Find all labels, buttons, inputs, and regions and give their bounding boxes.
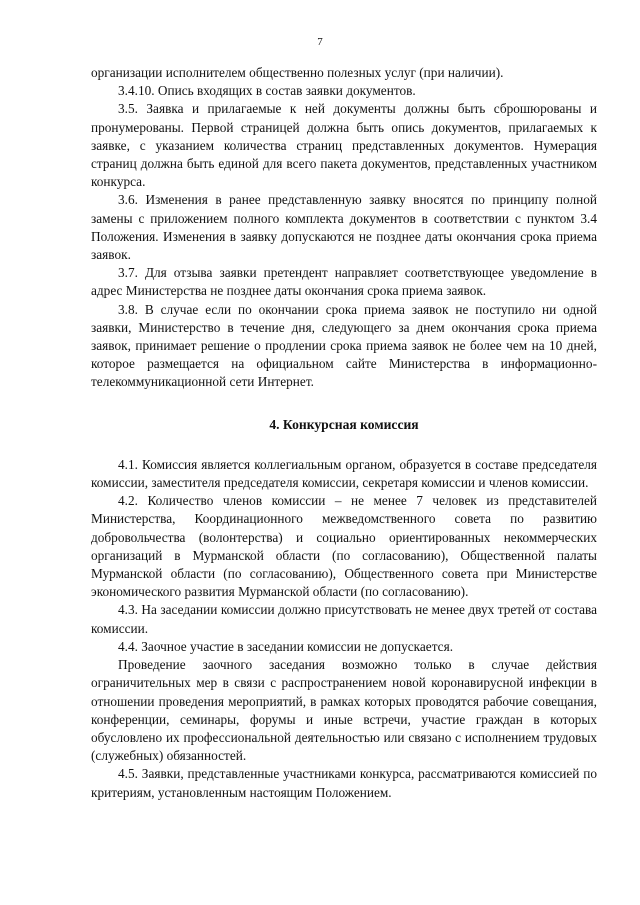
paragraph-3-6: 3.6. Изменения в ранее представленную заявку вносятся по принципу полной замены с приложением полного комплекта документов в соответствии с пунктом 3.4 Положения. Изменения в заявку допускаются не позднее даты окончания срока приема заявок. [91,192,597,263]
document-body [91,64,597,802]
paragraph-4-2: 4.2. Количество членов комиссии – не менее 7 человек из представителей Министерства, Координационного межведомственного совета по развитию добровольчества (волонтерства) и социально ориентированных некоммерческих организаций в Мурманской области (по согласованию), Общественной палаты Мурманской области (по согласованию), Общественного совета при Министерстве экономического развития Мурманской области (по согласованию). [91,493,597,600]
paragraph-3-8: 3.8. В случае если по окончании срока приема заявок не поступило ни одной заявки, Министерство в течение дня, следующего за днем окончания срока приема заявок, принимает решение о продлении срока приема заявок не более чем на 10 дней, которое размещается на официальном сайте Министерства в информационно-телекоммуникационной сети Интернет. [91,301,597,390]
paragraph-3-7: 3.7. Для отзыва заявки претендент направляет соответствующее уведомление в адрес Министерства не позднее даты окончания срока приема заявок. [91,265,597,299]
paragraph-3-5: 3.5. Заявка и прилагаемые к ней документы должны быть сброшюрованы и пронумерованы. Первой страницей должна быть опись документов, прилагаемых к заявке, с указанием количества страниц представленных документов. Нумерация страниц должна быть единой для всего пакета документов, представленных участником конкурса. [91,101,597,190]
section-4-heading: 4. Конкурсная комиссия [269,416,419,432]
paragraph-3-4-10: 3.4.10. Опись входящих в состав заявки документов. [118,83,416,99]
page-number: 7 [317,36,323,48]
paragraph-4-4: 4.4. Заочное участие в заседании комиссии не допускается. [118,638,454,654]
paragraph-4-1: 4.1. Комиссия является коллегиальным органом, образуется в составе председателя комиссии, заместителя председателя комиссии, секретаря комиссии и членов комиссии. [91,456,597,491]
paragraph-4-4-remote-meeting: Проведение заочного заседания возможно только в случае действия ограничительных мер в связи с распространением новой коронавирусной инфекции в отношении проведения мероприятий, в рамках которых проводятся рабочие совещания, конференции, семинары, форумы и иные встречи, участие граждан в которых обусловлено их профессиональной деятельностью или связано с исполнением трудовых (служебных) обязанностей. [91,657,597,764]
paragraph-4-5: 4.5. Заявки, представленные участниками конкурса, рассматриваются комиссией по критериям, установленным настоящим Положением. [91,766,597,800]
paragraph-4-3: 4.3. На заседании комиссии должно присутствовать не менее двух третей от состава комиссии. [91,602,597,636]
paragraph-3-4-9-continuation: организации исполнителем общественно полезных услуг (при наличии). [91,65,504,80]
